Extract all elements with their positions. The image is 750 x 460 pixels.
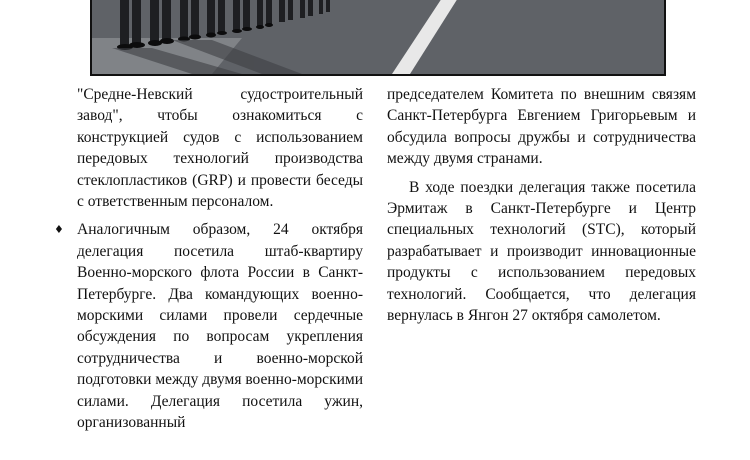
right-column	[387, 84, 696, 326]
parade-photo-drawing	[92, 0, 664, 74]
diamond-bullet-icon: ♦	[54, 223, 64, 237]
bullet-paragraph: Аналогичным образом, 24 октября делегация посетила штаб-квартиру Военно-морского флота России в Санкт-Петербурге. Два командующих военно-морскими силами провели сердечные обсуждения по вопросам укрепления сотрудничества и военно-морской подготовки между двумя военно-морскими силами. Делегация посетила ужин, организованный	[77, 221, 363, 432]
left-continued-paragraph: "Средне-Невский судостроительный завод", чтобы ознакомиться с конструкцией судов с использованием передовых технологий производства стеклопластиков (GRP) и провести беседы с ответственным персоналом.	[77, 86, 363, 211]
bullet-list-item	[54, 219, 363, 433]
right-continued-paragraph: председателем Комитета по внешним связям Санкт-Петербурга Евгением Григорьевым и обсудила вопросы дружбы и сотрудничества между двумя странами.	[387, 86, 696, 168]
left-column	[54, 84, 363, 434]
hermitage-visit-paragraph: В ходе поездки делегация также посетила Эрмитаж в Санкт-Петербурге и Центр специальных технологий (STC), который разрабатывает и производит инновационные продукты с использованием передовых технологий. Сообщается, что делегация вернулась в Янгон 27 октября самолетом.	[387, 178, 696, 325]
parade-photo	[90, 0, 666, 76]
